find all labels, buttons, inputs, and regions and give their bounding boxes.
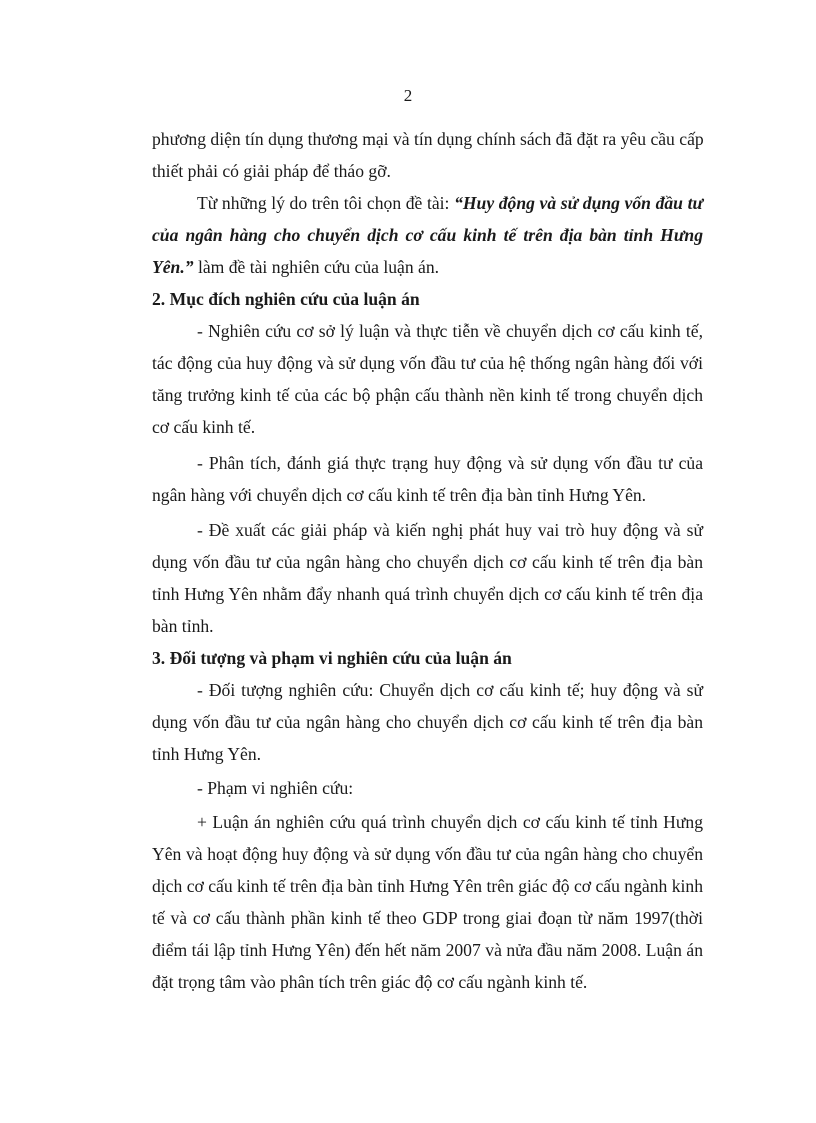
- text-line: - Nghiên cứu cơ sở lý luận và thực tiễn về chuyển dịch cơ cấu kinh tế,: [197, 321, 703, 341]
- text-line: [197, 187, 703, 219]
- topic-title: Yên.”: [152, 257, 194, 277]
- text-line: - Phạm vi nghiên cứu:: [197, 778, 354, 798]
- text-line: thiết phải có giải pháp để tháo gỡ.: [152, 161, 391, 181]
- page-number: 2: [403, 86, 413, 105]
- text-line: đặt trọng tâm vào phân tích trên giác độ cơ cấu ngành kinh tế.: [152, 972, 588, 992]
- text-line: bàn tỉnh.: [152, 616, 214, 636]
- text-line: Yên và hoạt động huy động và sử dụng vốn đầu tư của ngân hàng cho chuyển: [152, 844, 703, 864]
- text-line: tác động của huy động và sử dụng vốn đầu tư của hệ thống ngân hàng đối với: [152, 353, 703, 373]
- topic-tail: làm đề tài nghiên cứu của luận án.: [193, 257, 440, 277]
- text-line: dịch cơ cấu kinh tế trên địa bàn tỉnh Hưng Yên trên giác độ cơ cấu ngành kinh: [152, 876, 703, 896]
- text-line: tế và cơ cấu thành phần kinh tế theo GDP trong giai đoạn từ năm 1997(thời: [152, 908, 703, 928]
- text-line: cơ cấu kinh tế.: [152, 417, 256, 437]
- section-heading: 3. Đối tượng và phạm vi nghiên cứu của luận án: [152, 648, 512, 668]
- topic-title: “Huy động và sử dụng vốn đầu tư: [454, 193, 703, 213]
- text-line: dụng vốn đầu tư của ngân hàng cho chuyển dịch cơ cấu kinh tế trên địa bàn: [152, 712, 703, 732]
- section-heading: 2. Mục đích nghiên cứu của luận án: [152, 289, 420, 309]
- text-line: điểm tái lập tỉnh Hưng Yên) đến hết năm 2007 và nửa đầu năm 2008. Luận án: [152, 940, 703, 960]
- text-line: dụng vốn đầu tư của ngân hàng cho chuyển dịch cơ cấu kinh tế trên địa bàn: [152, 552, 703, 572]
- text-line: + Luận án nghiên cứu quá trình chuyển dịch cơ cấu kinh tế tỉnh Hưng: [197, 812, 703, 832]
- topic-lead: Từ những lý do trên tôi chọn đề tài:: [197, 193, 455, 213]
- text-line: ngân hàng với chuyển dịch cơ cấu kinh tế trên địa bàn tỉnh Hưng Yên.: [152, 485, 647, 505]
- text-line: tỉnh Hưng Yên.: [152, 744, 262, 764]
- text-line: - Đề xuất các giải pháp và kiến nghị phát huy vai trò huy động và sử: [197, 520, 703, 540]
- text-line: phương diện tín dụng thương mại và tín dụng chính sách đã đặt ra yêu cầu cấp: [152, 129, 704, 149]
- text-line: tăng trưởng kinh tế của các bộ phận cấu thành nền kinh tế trong chuyển dịch: [152, 385, 703, 405]
- topic-title-line: của ngân hàng cho chuyển dịch cơ cấu kinh tế trên địa bàn tỉnh Hưng: [152, 225, 703, 245]
- text-line: - Phân tích, đánh giá thực trạng huy động và sử dụng vốn đầu tư của: [197, 453, 703, 473]
- text-line: tỉnh Hưng Yên nhằm đẩy nhanh quá trình chuyển dịch cơ cấu kinh tế trên địa: [152, 584, 703, 604]
- text-line: [152, 251, 703, 283]
- text-line: - Đối tượng nghiên cứu: Chuyển dịch cơ cấu kinh tế; huy động và sử: [197, 680, 703, 700]
